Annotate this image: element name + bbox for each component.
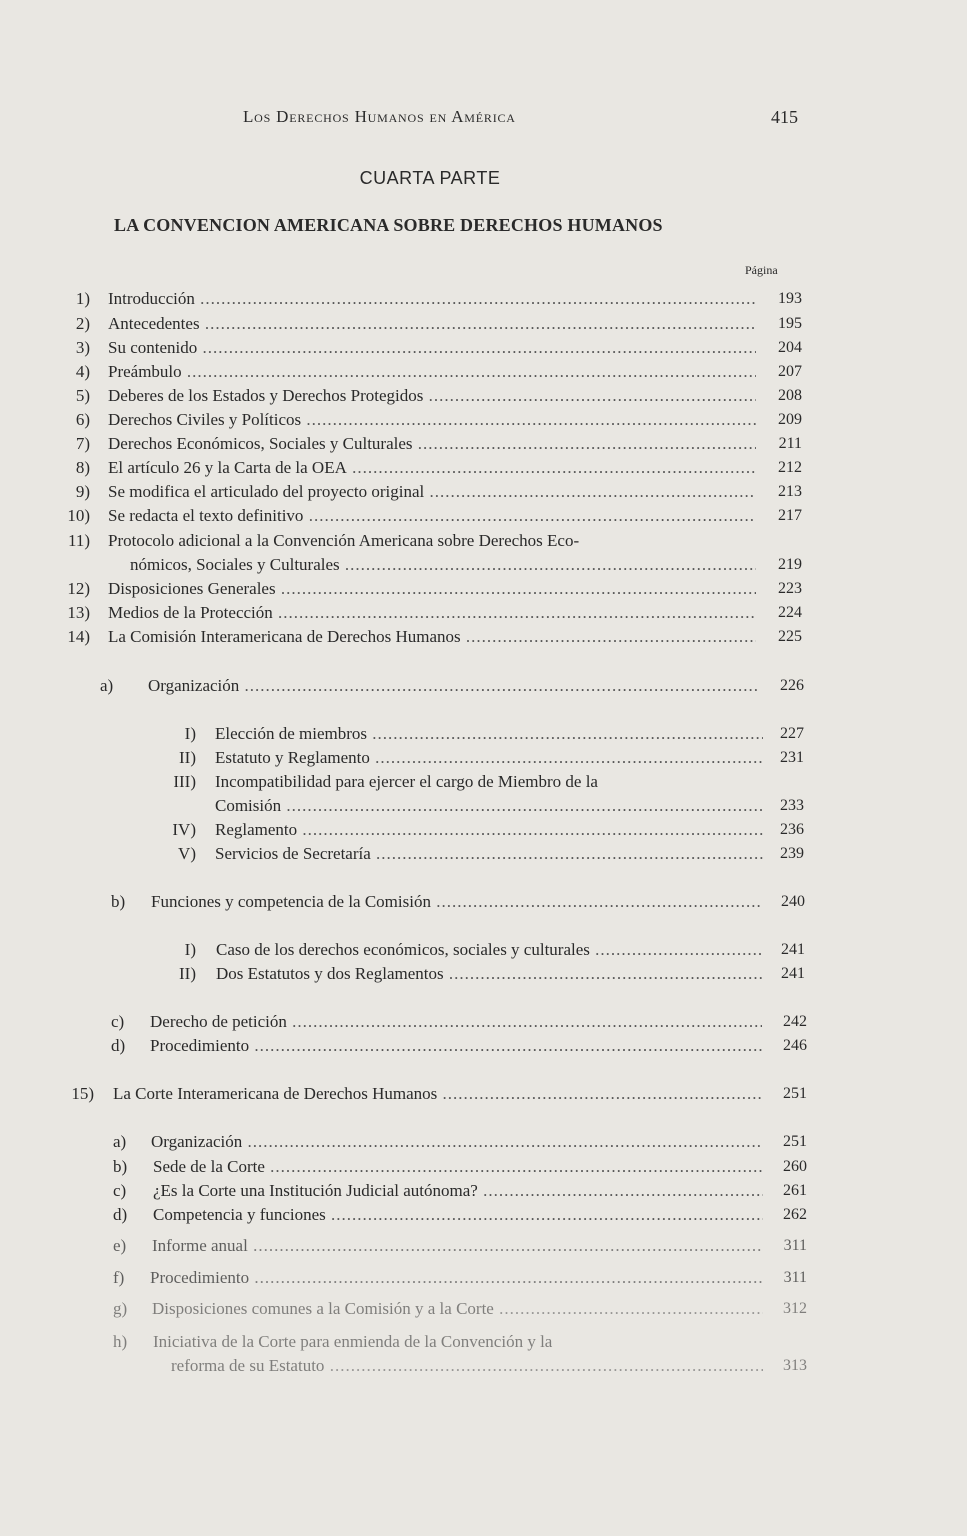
toc-entry — [0, 456, 967, 480]
running-head — [0, 107, 967, 133]
toc-entry — [0, 336, 967, 360]
entry-number: 12) — [67, 579, 90, 598]
subsubentry-title: Dos Estatutos y dos Reglamentos ..... — [216, 962, 764, 986]
subentry-letter: g) — [113, 1299, 128, 1318]
toc-subentry — [0, 1266, 967, 1290]
toc-subentry — [0, 1034, 967, 1058]
entry-title: Preámbulo ..... — [108, 360, 756, 384]
entry-title: La Corte Interamericana de Derechos Humanos ..... — [113, 1082, 763, 1106]
toc-subentry — [0, 1203, 967, 1227]
toc-subentry — [0, 1330, 967, 1354]
subentry-title-continued: reforma de su Estatuto ..... — [171, 1354, 763, 1378]
toc-entry — [0, 577, 967, 601]
entry-page: 211 — [778, 435, 802, 452]
subsubentry-title: Incompatibilidad para ejercer el cargo de Miembro de la — [215, 772, 598, 791]
toc-entry — [0, 384, 967, 408]
entry-title: Medios de la Protección ..... — [108, 601, 756, 625]
entry-page: 225 — [778, 628, 802, 645]
subentry-page: 313 — [783, 1357, 807, 1374]
subsubentry-title: Elección de miembros ..... — [215, 722, 763, 746]
entry-page: 213 — [778, 483, 802, 500]
entry-number: 4) — [75, 362, 90, 381]
toc-entry — [0, 601, 967, 625]
toc-subsubentry — [0, 770, 967, 794]
subentry-letter: c) — [111, 1012, 125, 1031]
entry-page: 193 — [778, 290, 802, 307]
subentry-title: Procedimiento ..... — [150, 1266, 763, 1290]
subentry-page: 262 — [783, 1206, 807, 1223]
entry-number: 5) — [75, 386, 90, 405]
toc-subentry — [0, 1155, 967, 1179]
toc-entry — [0, 480, 967, 504]
subentry-title: Competencia y funciones ..... — [153, 1203, 763, 1227]
roman-number: V) — [178, 844, 196, 863]
entry-title: El artículo 26 y la Carta de la OEA ..... — [108, 456, 756, 480]
toc-subsubentry — [0, 746, 967, 770]
subentry-page: 311 — [783, 1269, 807, 1286]
entry-number: 1) — [75, 289, 90, 308]
entry-number: 10) — [67, 506, 90, 525]
subentry-page: 242 — [783, 1013, 807, 1030]
subentry-title: Organización ..... — [151, 1130, 763, 1154]
entry-page: 209 — [778, 411, 802, 428]
entry-title-continued: nómicos, Sociales y Culturales ..... — [130, 553, 756, 577]
toc-subentry — [0, 1297, 967, 1321]
toc-subentry — [0, 890, 967, 914]
subentry-letter: d) — [113, 1205, 128, 1224]
entry-title: Introducción ..... — [108, 287, 756, 311]
toc-subsubentry-continuation — [0, 794, 967, 818]
subentry-page: 311 — [783, 1237, 807, 1254]
entry-title: Derechos Civiles y Políticos ..... — [108, 408, 756, 432]
toc-entry — [0, 287, 967, 311]
entry-title: Derechos Económicos, Sociales y Culturales ..... — [108, 432, 756, 456]
subentry-letter: b) — [113, 1157, 128, 1176]
subsubentry-page: 241 — [781, 941, 805, 958]
entry-page: 212 — [778, 459, 802, 476]
subsubentry-title: Caso de los derechos económicos, sociales y culturales ..... — [216, 938, 764, 962]
roman-number: I) — [184, 940, 196, 959]
entry-page: 217 — [778, 507, 802, 524]
subentry-letter: b) — [111, 892, 126, 911]
entry-page: 204 — [778, 339, 802, 356]
entry-number: 14) — [67, 627, 90, 646]
subentry-letter: a) — [113, 1132, 127, 1151]
entry-page: 224 — [778, 604, 802, 621]
subsubentry-title: Estatuto y Reglamento ..... — [215, 746, 763, 770]
subentry-page: 246 — [783, 1037, 807, 1054]
subentry-page: 240 — [781, 893, 805, 910]
toc-entry — [0, 432, 967, 456]
entry-page: 251 — [783, 1085, 807, 1102]
entry-title: Antecedentes ..... — [108, 312, 756, 336]
part-title: CUARTA PARTE — [359, 168, 501, 188]
entry-title: Su contenido ..... — [108, 336, 756, 360]
roman-number: III) — [173, 772, 196, 791]
page-number: 415 — [771, 107, 798, 127]
subentry-title: Disposiciones comunes a la Comisión y a la Corte ..... — [152, 1297, 763, 1321]
roman-number: IV) — [172, 820, 196, 839]
entry-number: 15) — [71, 1084, 94, 1103]
toc-entry — [0, 408, 967, 432]
subsubentry-page: 231 — [780, 749, 804, 766]
subentry-letter: e) — [113, 1236, 127, 1255]
subsubentry-page: 227 — [780, 725, 804, 742]
subentry-letter: c) — [113, 1181, 127, 1200]
subsubentry-title: Servicios de Secretaría ..... — [215, 842, 763, 866]
toc-subentry — [0, 1179, 967, 1203]
entry-title: Deberes de los Estados y Derechos Protegidos ..... — [108, 384, 756, 408]
toc-entry — [0, 625, 967, 649]
subentry-page: 251 — [783, 1133, 807, 1150]
entry-number: 3) — [75, 338, 90, 357]
entry-number: 11) — [67, 531, 90, 550]
entry-number: 6) — [75, 410, 90, 429]
subsubentry-title-continued: Comisión ..... — [215, 794, 763, 818]
toc-entry — [0, 312, 967, 336]
subentry-title: Procedimiento ..... — [150, 1034, 762, 1058]
toc-subsubentry — [0, 818, 967, 842]
subentry-page: 261 — [783, 1182, 807, 1199]
toc-entry — [0, 360, 967, 384]
entry-number: 7) — [75, 434, 90, 453]
entry-title: Disposiciones Generales ..... — [108, 577, 756, 601]
entry-number: 13) — [67, 603, 90, 622]
subentry-page: 260 — [783, 1158, 807, 1175]
subentry-title: Derecho de petición ..... — [150, 1010, 762, 1034]
entry-page: 208 — [778, 387, 802, 404]
roman-number: I) — [184, 724, 196, 743]
toc-subentry — [0, 1010, 967, 1034]
toc-subentry — [0, 674, 967, 698]
subentry-title: Funciones y competencia de la Comisión ..... — [151, 890, 761, 914]
entry-number: 9) — [75, 482, 90, 501]
subsubentry-page: 236 — [780, 821, 804, 838]
subentry-letter: f) — [113, 1268, 125, 1287]
subsubentry-title: Reglamento ..... — [215, 818, 763, 842]
entry-page: 223 — [778, 580, 802, 597]
entry-page: 195 — [778, 315, 802, 332]
subentry-letter: h) — [113, 1332, 128, 1351]
main-title: LA CONVENCION AMERICANA SOBRE DERECHOS HUMANOS — [114, 215, 663, 235]
toc-subsubentry — [0, 842, 967, 866]
subentry-letter: d) — [111, 1036, 126, 1055]
entry-number: 2) — [75, 314, 90, 333]
toc-entry — [0, 1082, 967, 1106]
entry-page: 207 — [778, 363, 802, 380]
page-column-label: Página — [745, 263, 778, 277]
toc-entry — [0, 529, 967, 553]
subentry-page: 312 — [783, 1300, 807, 1317]
toc-entry — [0, 504, 967, 528]
subsubentry-page: 233 — [780, 797, 804, 814]
entry-title: Protocolo adicional a la Convención Americana sobre Derechos Eco- — [108, 531, 580, 550]
subsubentry-page: 241 — [781, 965, 805, 982]
entry-title: La Comisión Interamericana de Derechos Humanos ..... — [108, 625, 756, 649]
subentry-title: ¿Es la Corte una Institución Judicial autónoma? ..... — [153, 1179, 763, 1203]
toc-subentry — [0, 1234, 967, 1258]
toc-subsubentry — [0, 722, 967, 746]
roman-number: II) — [179, 964, 196, 983]
toc-subsubentry — [0, 962, 967, 986]
subentry-title: Sede de la Corte ..... — [153, 1155, 763, 1179]
subentry-letter: a) — [100, 676, 114, 695]
roman-number: II) — [179, 748, 196, 767]
entry-title: Se redacta el texto definitivo ..... — [108, 504, 756, 528]
subentry-title: Informe anual ..... — [152, 1234, 763, 1258]
toc-subentry-continuation — [0, 1354, 967, 1378]
subentry-page: 226 — [780, 677, 804, 694]
running-head-title: Los Derechos Humanos en América — [243, 107, 516, 126]
entry-number: 8) — [75, 458, 90, 477]
toc-entry-continuation — [0, 553, 967, 577]
toc-subsubentry — [0, 938, 967, 962]
entry-title: Se modifica el articulado del proyecto original ..... — [108, 480, 756, 504]
subentry-title: Iniciativa de la Corte para enmienda de la Convención y la — [153, 1332, 553, 1351]
subsubentry-page: 239 — [780, 845, 804, 862]
entry-page: 219 — [778, 556, 802, 573]
toc-subentry — [0, 1130, 967, 1154]
subentry-title: Organización ..... — [148, 674, 760, 698]
